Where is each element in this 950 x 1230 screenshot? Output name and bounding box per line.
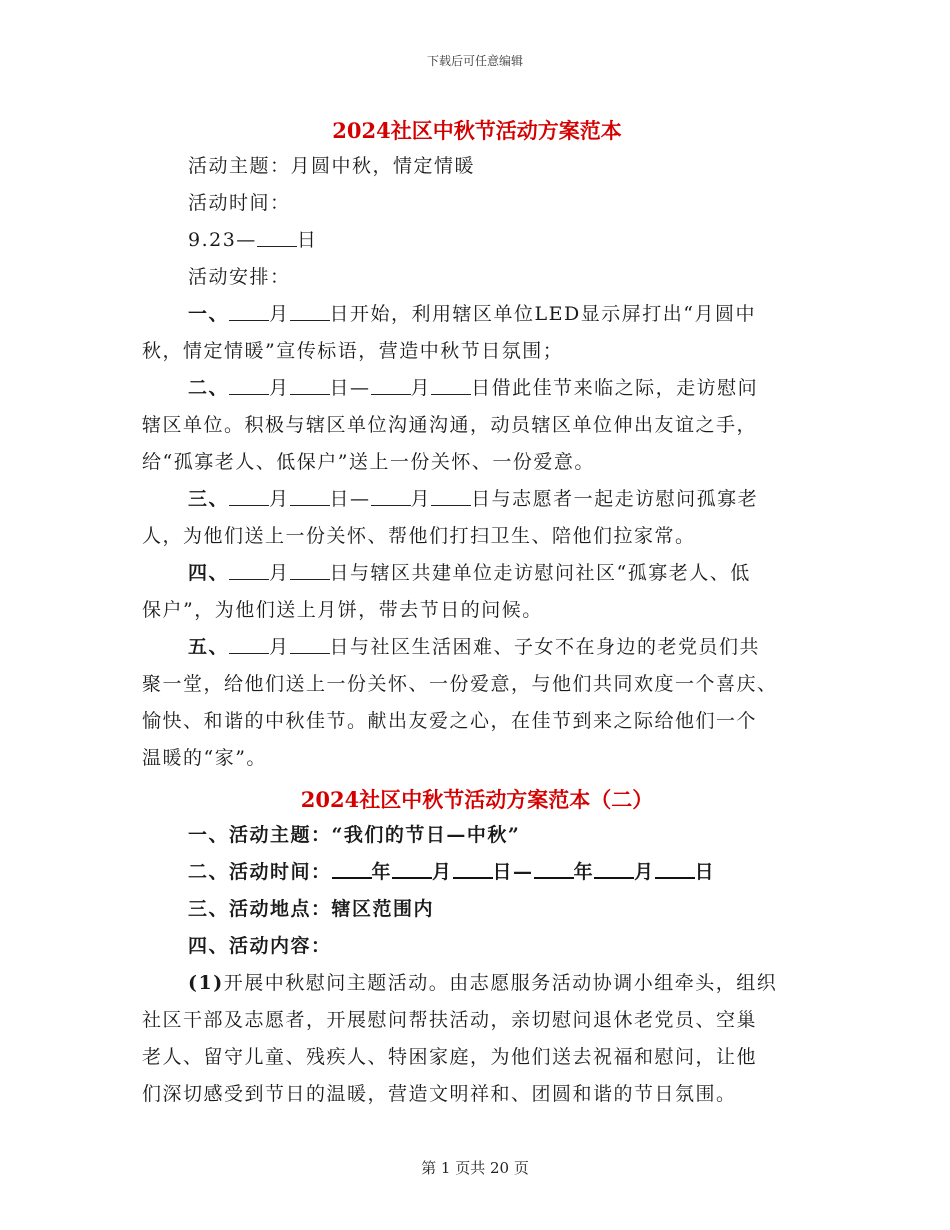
blank-field (332, 857, 372, 879)
day-unit: 日— (329, 377, 371, 399)
blank-field (290, 375, 330, 395)
item-text: 日与辖区共建单位走访慰问社区“孤寡老人、低 (329, 562, 751, 584)
blank-field (371, 375, 411, 395)
month-unit: 月 (410, 377, 432, 399)
month-unit: 月 (269, 562, 290, 584)
item-number: 一、 (188, 303, 230, 325)
month-unit: 月 (410, 488, 432, 510)
document-body (142, 114, 812, 1113)
blank-field (229, 486, 269, 506)
item-2-line2: 辖区单位。积极与辖区单位沟通沟通，动员辖区单位伸出友谊之手， (142, 414, 758, 436)
blank-field (257, 227, 297, 247)
header-note: 下载后可任意编辑 (426, 54, 523, 68)
time-end-unit: 日 (296, 229, 318, 251)
item-number: 二、 (188, 377, 230, 399)
heading-content: 四、活动内容： (188, 935, 332, 957)
item-number: (1) (188, 972, 224, 994)
item-4 (142, 555, 812, 592)
blank-field (431, 486, 471, 506)
item-text: 日与志愿者一起走访慰问孤寡老 (471, 488, 759, 510)
item-number: 四、 (188, 562, 230, 584)
arrangement-label: 活动安排： (188, 266, 291, 288)
blank-field (534, 857, 574, 879)
month-unit: 月 (269, 377, 290, 399)
blank-field (431, 375, 471, 395)
heading-theme: 一、活动主题：“我们的节日—中秋” (188, 824, 521, 846)
day-unit: 日— (329, 488, 371, 510)
content-p1 (142, 965, 812, 1002)
item-text: 日与社区生活困难、子女不在身边的老党员们共 (329, 636, 761, 658)
item-3-line2: 人，为他们送上一份关怀、帮他们打扫卫生、陪他们拉家常。 (142, 525, 696, 547)
blank-field (290, 560, 330, 580)
content-p1-line3: 老人、留守儿童、残疾人、特困家庭，为他们送去祝福和慰问，让他 (142, 1046, 758, 1068)
item-text: 日借此佳节来临之际，走访慰问 (471, 377, 759, 399)
blank-field (594, 857, 634, 879)
item-number: 五、 (188, 636, 230, 658)
blank-field (453, 857, 493, 879)
time-label: 活动时间： (188, 192, 291, 214)
time-value (142, 222, 812, 259)
blank-field (229, 560, 269, 580)
item-1 (142, 296, 812, 333)
page-footer: 第 1 页共 20 页 (421, 1159, 529, 1177)
item-text: 日开始，利用辖区单位LED显示屏打出“月圆中 (329, 303, 756, 325)
blank-field (229, 634, 269, 654)
heading-time (142, 854, 812, 891)
item-2 (142, 370, 812, 407)
blank-field (229, 375, 269, 395)
item-3 (142, 481, 812, 518)
item-2-line3: 给“孤寡老人、低保户”送上一份关怀、一份爱意。 (142, 451, 595, 473)
content-p1-line4: 们深切感受到节日的温暖，营造文明祥和、团圆和谐的节日氛围。 (142, 1083, 737, 1105)
blank-field (655, 857, 695, 879)
item-4-line2: 保户”，为他们送上月饼，带去节日的问候。 (142, 599, 543, 621)
day-unit: 日 (694, 861, 716, 883)
content-p1-line2: 社区干部及志愿者，开展慰问帮扶活动，亲切慰问退休老党员、空巢 (142, 1009, 758, 1031)
time-label-2: 二、活动时间： (188, 861, 332, 883)
time-start: 9.23— (188, 229, 257, 251)
heading-location: 三、活动地点：辖区范围内 (188, 898, 435, 920)
day-unit: 日— (492, 861, 534, 883)
theme-line: 活动主题：月圆中秋，情定情暖 (188, 155, 476, 177)
blank-field (229, 301, 269, 321)
month-unit: 月 (269, 303, 290, 325)
blank-field (371, 486, 411, 506)
item-5-line3: 愉快、和谐的中秋佳节。献出友爱之心，在佳节到来之际给他们一个 (142, 710, 758, 732)
doc-title: 2024社区中秋节活动方案范本 (332, 118, 622, 143)
item-1-cont: 秋，情定情暖”宣传标语，营造中秋节日氛围； (142, 340, 564, 362)
blank-field (290, 634, 330, 654)
month-unit: 月 (432, 861, 453, 883)
month-unit: 月 (634, 861, 655, 883)
year-unit: 年 (371, 861, 393, 883)
blank-field (392, 857, 432, 879)
year-unit: 年 (573, 861, 595, 883)
blank-field (290, 486, 330, 506)
month-unit: 月 (269, 488, 290, 510)
item-5-line2: 聚一堂，给他们送上一份关怀、一份爱意，与他们共同欢度一个喜庆、 (142, 673, 778, 695)
month-unit: 月 (269, 636, 290, 658)
item-5 (142, 629, 812, 666)
item-number: 三、 (188, 488, 230, 510)
item-text: 开展中秋慰问主题活动。由志愿服务活动协调小组牵头，组织 (223, 972, 778, 994)
doc-title-2: 2024社区中秋节活动方案范本（二） (300, 787, 654, 812)
item-5-line4: 温暖的“家”。 (142, 747, 267, 769)
blank-field (290, 301, 330, 321)
